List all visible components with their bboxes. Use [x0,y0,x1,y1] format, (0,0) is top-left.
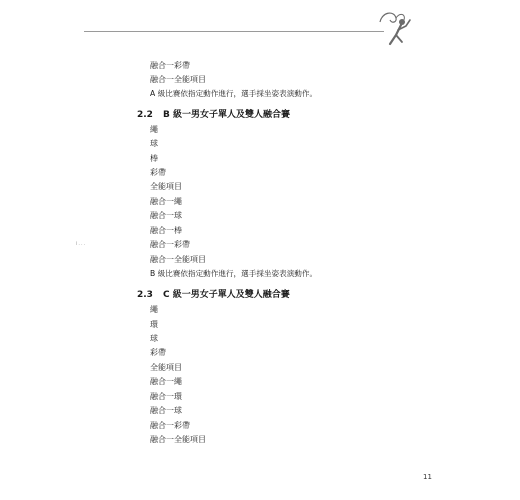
section-heading [137,290,290,301]
page-number: 11 [423,473,432,481]
list-item: 繩 [150,125,158,134]
list-item: 融合一環 [150,392,182,401]
section-title: B 級一男女子單人及雙人融合賽 [163,110,290,120]
margin-mark: i... [76,241,87,247]
list-item: 球 [150,139,158,148]
list-item: 全能項目 [150,363,182,372]
list-item: 融合一彩帶 [150,421,190,430]
list-item: 融合一繩 [150,377,182,386]
list-item: 環 [150,320,158,329]
list-item: 融合一彩帶 [150,240,190,249]
list-item: 全能項目 [150,182,182,191]
list-item: 球 [150,334,158,343]
list-item: 融合一全能項目 [150,435,206,444]
list-item: 融合一棒 [150,226,182,235]
gymnast-logo [376,8,414,48]
list-item: 融合一彩帶 [150,61,190,70]
list-item: 棒 [150,154,158,163]
list-item: 彩帶 [150,168,166,177]
section-number: 2.3 [137,290,153,300]
list-item: 融合一全能項目 [150,255,206,264]
list-item: 融合一球 [150,406,182,415]
section-note: B 級比賽依指定動作進行，選手採坐姿表演動作。 [150,269,318,278]
list-item: 融合一全能項目 [150,75,206,84]
header-rule [84,31,384,32]
list-item: 繩 [150,305,158,314]
list-item: 融合一繩 [150,197,182,206]
section-heading [137,110,290,121]
section-title: C 級一男女子單人及雙人融合賽 [163,290,290,300]
list-item: 融合一球 [150,211,182,220]
section-note: A 級比賽依指定動作進行，選手採坐姿表演動作。 [150,89,318,98]
section-number: 2.2 [137,110,153,120]
list-item: 彩帶 [150,348,166,357]
